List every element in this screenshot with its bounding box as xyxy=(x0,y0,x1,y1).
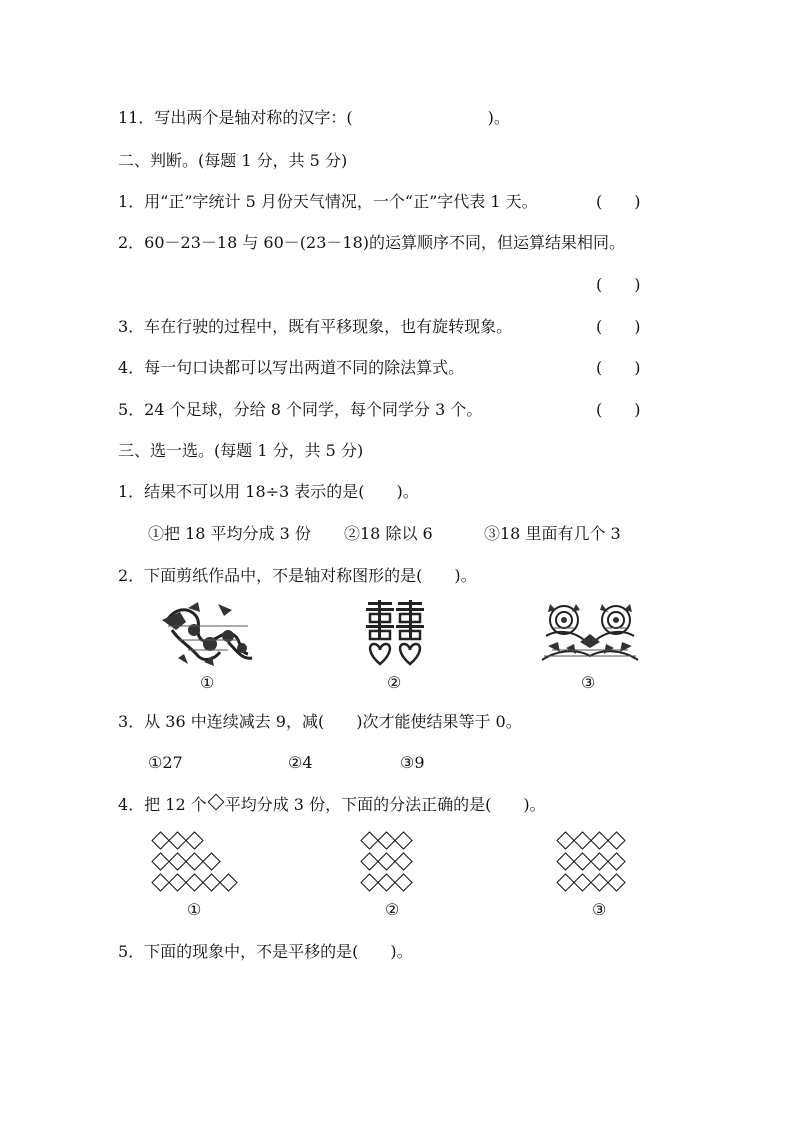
diamond-icon xyxy=(151,873,169,891)
diamond-icon xyxy=(573,852,591,870)
diamond-icon xyxy=(185,873,203,891)
choice-3-option-2[interactable]: ②4 xyxy=(288,753,313,772)
judge-answer-2[interactable]: ( ) xyxy=(596,275,641,294)
diamond-row xyxy=(362,874,411,891)
choice-question-3: 3．从 36 中连续减去 9，减( )次才能使结果等于 0。 xyxy=(118,712,522,731)
diamond-icon xyxy=(590,831,608,849)
grouping-label-2[interactable]: ② xyxy=(385,900,400,919)
papercut-label-3[interactable]: ③ xyxy=(581,673,596,692)
judge-answer-3[interactable]: ( ) xyxy=(596,317,641,336)
choice-question-1: 1．结果不可以用 18÷3 表示的是( )。 xyxy=(118,482,419,501)
diamond-icon xyxy=(590,873,608,891)
section-3-title: 三、选一选。(每题 1 分，共 5 分) xyxy=(118,441,364,460)
choice-3-option-1[interactable]: ①27 xyxy=(148,753,183,772)
diamond-icon xyxy=(377,852,395,870)
diamond-icon xyxy=(607,852,625,870)
judge-item-4: 4．每一句口诀都可以写出两道不同的除法算式。 xyxy=(118,358,465,377)
diamond-grouping-2 xyxy=(362,832,411,895)
judge-item-1: 1．用“正”字统计 5 月份天气情况，一个“正”字代表 1 天。 xyxy=(118,192,538,211)
diamond-grouping-1 xyxy=(153,832,236,895)
question-11-close: )。 xyxy=(487,108,510,127)
diamond-icon xyxy=(607,831,625,849)
question-11-text: 11．写出两个是轴对称的汉字：( xyxy=(118,108,353,127)
papercut-label-2[interactable]: ② xyxy=(387,673,402,692)
choice-1-option-3[interactable]: ③18 里面有几个 3 xyxy=(484,524,621,543)
choice-question-5: 5．下面的现象中，不是平移的是( )。 xyxy=(118,942,413,961)
judge-item-3: 3．车在行驶的过程中，既有平移现象，也有旋转现象。 xyxy=(118,317,513,336)
diamond-icon xyxy=(168,852,186,870)
diamond-icon xyxy=(590,852,608,870)
diamond-row xyxy=(362,832,411,849)
diamond-icon xyxy=(556,852,574,870)
diamond-icon xyxy=(360,873,378,891)
papercut-label-1[interactable]: ① xyxy=(200,673,215,692)
question-11 xyxy=(118,108,510,128)
choice-3-option-3[interactable]: ③9 xyxy=(400,753,425,772)
choice-question-2: 2．下面剪纸作品中，不是轴对称图形的是( )。 xyxy=(118,566,477,585)
judge-answer-4[interactable]: ( ) xyxy=(596,358,641,377)
choice-1-option-1[interactable]: ①把 18 平均分成 3 份 xyxy=(148,524,311,543)
diamond-icon xyxy=(202,852,220,870)
diamond-icon xyxy=(185,831,203,849)
diamond-icon xyxy=(556,873,574,891)
choice-1-option-2[interactable]: ②18 除以 6 xyxy=(344,524,433,543)
judge-item-2: 2．60－23－18 与 60－(23－18)的运算顺序不同，但运算结果相同。 xyxy=(118,233,625,252)
diamond-icon xyxy=(377,831,395,849)
twin-lions-papercut-image xyxy=(540,600,640,664)
diamond-row xyxy=(153,853,236,870)
section-2-title: 二、判断。(每题 1 分，共 5 分) xyxy=(118,151,348,170)
diamond-icon xyxy=(607,873,625,891)
diamond-icon xyxy=(151,852,169,870)
grouping-label-1[interactable]: ① xyxy=(187,900,202,919)
diamond-icon xyxy=(377,873,395,891)
diamond-row xyxy=(153,832,236,849)
diamond-icon xyxy=(573,831,591,849)
double-happiness-papercut-image xyxy=(364,600,426,668)
diamond-icon xyxy=(168,831,186,849)
choice-question-4-text-a: 4．把 12 个 xyxy=(118,795,207,814)
diamond-grouping-3 xyxy=(558,832,624,895)
diamond-icon xyxy=(202,873,220,891)
diamond-icon xyxy=(185,852,203,870)
judge-answer-5[interactable]: ( ) xyxy=(596,400,641,419)
diamond-icon xyxy=(219,873,237,891)
diamond-icon xyxy=(394,873,412,891)
dragon-papercut-image xyxy=(158,600,258,668)
diamond-row xyxy=(558,874,624,891)
judge-answer-1[interactable]: ( ) xyxy=(596,192,641,211)
diamond-icon xyxy=(168,873,186,891)
diamond-row xyxy=(362,853,411,870)
choice-question-4 xyxy=(118,795,546,815)
grouping-label-3[interactable]: ③ xyxy=(592,900,607,919)
diamond-icon xyxy=(394,852,412,870)
diamond-icon xyxy=(394,831,412,849)
diamond-icon xyxy=(207,794,224,811)
choice-question-4-text-b: 平均分成 3 份，下面的分法正确的是( )。 xyxy=(224,795,546,814)
diamond-icon xyxy=(360,852,378,870)
diamond-row xyxy=(153,874,236,891)
diamond-icon xyxy=(573,873,591,891)
diamond-row xyxy=(558,832,624,849)
diamond-icon xyxy=(151,831,169,849)
diamond-row xyxy=(558,853,624,870)
diamond-icon xyxy=(556,831,574,849)
diamond-icon xyxy=(360,831,378,849)
judge-item-5: 5．24 个足球，分给 8 个同学，每个同学分 3 个。 xyxy=(118,400,483,419)
